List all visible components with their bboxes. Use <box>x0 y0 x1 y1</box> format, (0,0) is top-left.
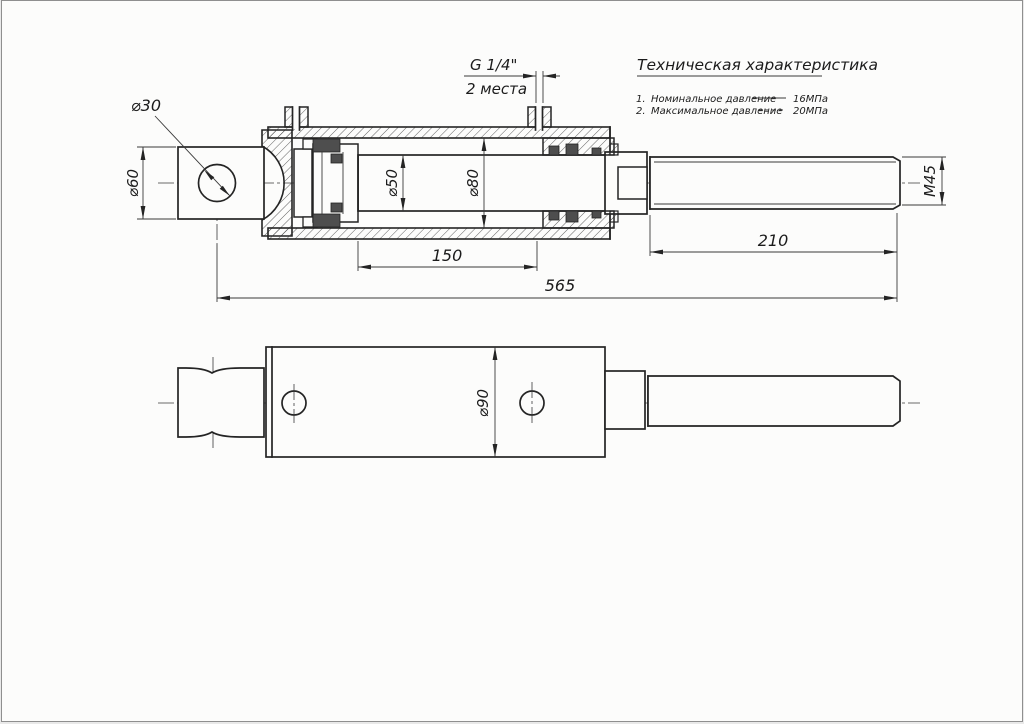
dim-label-port-places: 2 места <box>466 80 528 98</box>
dim-stroke <box>358 241 537 271</box>
rod-wiper-top <box>592 148 601 155</box>
plan-body <box>266 347 605 457</box>
spec-item-1 <box>636 94 828 105</box>
dim-label-d80: ⌀80 <box>464 168 482 198</box>
piston-seal-top <box>313 139 340 152</box>
dim-label-d50: ⌀50 <box>383 168 401 198</box>
spec-item-2-label: Максимальное давление <box>651 106 783 117</box>
section-view <box>124 56 946 302</box>
wear-ring-bottom <box>331 203 342 212</box>
gland-seal-4 <box>566 211 578 222</box>
piston-assembly <box>294 139 358 227</box>
cylinder-drawing <box>2 1 1022 721</box>
gland-seal-3 <box>549 211 559 220</box>
rod-collar <box>605 152 650 214</box>
rod-wiper-bottom <box>592 211 601 218</box>
plan-rod <box>648 376 900 426</box>
dim-thread <box>902 157 946 205</box>
dim-label-150: 150 <box>431 246 463 265</box>
spec-title: Техническая характеристика <box>637 56 879 74</box>
gland-seal-2 <box>566 144 578 155</box>
dim-label-m45: M45 <box>921 164 939 198</box>
eye-hole <box>199 165 236 202</box>
threaded-shank <box>650 157 900 209</box>
dim-label-d90: ⌀90 <box>474 388 492 418</box>
port-right <box>528 105 551 130</box>
port-left <box>285 105 308 130</box>
tech-spec <box>636 56 878 117</box>
plan-collar <box>605 371 645 429</box>
dim-bore <box>464 138 484 228</box>
dim-label-port: G 1/4" <box>470 56 518 74</box>
plan-eye-block <box>178 368 264 437</box>
spec-item-1-label: Номинальное давление <box>651 94 777 105</box>
dim-port <box>464 56 560 103</box>
dim-label-210: 210 <box>757 231 789 250</box>
drawing-sheet <box>1 0 1023 722</box>
dim-label-565: 565 <box>544 276 576 295</box>
tube-wall-bottom <box>268 228 610 239</box>
spec-item-1-no: 1. <box>636 94 646 105</box>
dim-shank <box>650 215 897 256</box>
spec-item-2-value: 20МПа <box>793 106 828 117</box>
piston-seal-bottom <box>313 214 340 227</box>
wear-ring-top <box>331 154 342 163</box>
plan-view <box>158 347 920 457</box>
spec-item-1-value: 16МПа <box>793 94 828 105</box>
tube-wall-top <box>268 127 610 138</box>
spec-item-2 <box>636 106 828 117</box>
dim-label-d30: ⌀30 <box>131 96 161 115</box>
gland-seal-1 <box>549 146 559 155</box>
spec-item-2-no: 2. <box>636 106 646 117</box>
dim-label-d60: ⌀60 <box>124 168 142 198</box>
